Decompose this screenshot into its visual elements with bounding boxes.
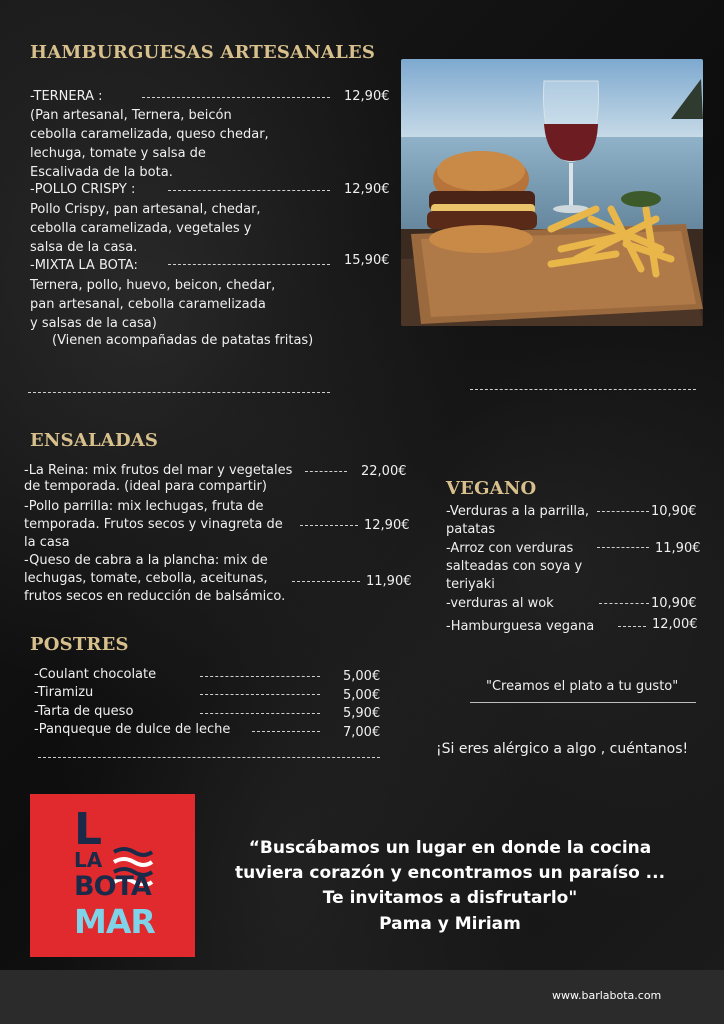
vegano-item-price: 12,00€ xyxy=(652,617,698,632)
postre-price: 5,00€ xyxy=(343,669,381,684)
vegano-item-line: salteadas con soya y xyxy=(446,559,583,574)
leader-dots xyxy=(168,264,330,265)
item-pollo-name: -POLLO CRISPY : xyxy=(30,182,136,197)
ensalada-item-price: 22,00€ xyxy=(361,464,407,479)
vegano-item-price: 10,90€ xyxy=(651,596,697,611)
leader-dots xyxy=(252,731,320,732)
quote-line: “Buscábamos un lugar en donde la cocina xyxy=(248,838,652,858)
moon-icon xyxy=(100,812,160,848)
leader-dots xyxy=(599,603,649,604)
ensalada-item-line: lechugas, tomate, cebolla, aceitunas, xyxy=(24,571,268,586)
postres-title: POSTRES xyxy=(30,634,129,655)
vegano-item-line: -Arroz con verduras xyxy=(446,541,574,556)
burger-photo xyxy=(401,59,703,326)
item-ternera-desc: (Pan artesanal, Ternera, beicón xyxy=(30,108,232,123)
item-ternera-desc: Escalivada de la bota. xyxy=(30,165,173,180)
vegano-item-price: 11,90€ xyxy=(655,541,701,556)
ensalada-item-line: -Queso de cabra a la plancha: mix de xyxy=(24,553,268,568)
vegano-item-line: teriyaki xyxy=(446,577,495,592)
ensalada-item-line: la casa xyxy=(24,535,70,550)
leader-dots xyxy=(168,190,330,191)
ensalada-item-line: -La Reina: mix frutos del mar y vegetales xyxy=(24,463,293,478)
vegano-item-line: -Hamburguesa vegana xyxy=(446,619,595,634)
leader-dots xyxy=(200,713,320,714)
ensalada-item-line: de temporada. (ideal para compartir) xyxy=(24,479,267,494)
postre-name: -Tiramizu xyxy=(34,685,94,700)
leader-dots xyxy=(300,525,358,526)
item-mixta-desc: pan artesanal, cebolla caramelizada xyxy=(30,297,266,312)
postre-name: -Tarta de queso xyxy=(34,704,134,719)
item-ternera-desc: lechuga, tomate y salsa de xyxy=(30,146,206,161)
leader-dots xyxy=(142,97,330,98)
logo-text-bota: BOTA xyxy=(74,871,151,902)
vegano-item-price: 10,90€ xyxy=(651,504,697,519)
leader-dots xyxy=(292,581,360,582)
item-pollo-desc: cebolla caramelizada, vegetales y xyxy=(30,221,252,236)
item-pollo-desc: Pollo Crispy, pan artesanal, chedar, xyxy=(30,202,261,217)
ensalada-item-line: -Pollo parrilla: mix lechugas, fruta de xyxy=(24,499,264,514)
section-divider xyxy=(38,757,380,758)
postre-price: 7,00€ xyxy=(343,725,381,740)
quote-line: tuviera corazón y encontramos un paraíso ... xyxy=(234,863,666,883)
leader-dots xyxy=(618,626,646,627)
vegano-item-line: patatas xyxy=(446,522,496,537)
side-note: (Vienen acompañadas de patatas fritas) xyxy=(52,333,314,348)
postre-price: 5,00€ xyxy=(343,688,381,703)
item-pollo-price: 12,90€ xyxy=(344,182,390,197)
item-ternera-price: 12,90€ xyxy=(344,89,390,104)
item-mixta-name: -MIXTA LA BOTA: xyxy=(30,258,138,273)
allergy-note: ¡Si eres alérgico a algo , cuéntanos! xyxy=(436,741,689,757)
ensalada-item-price: 11,90€ xyxy=(366,574,412,589)
item-mixta-desc: y salsas de la casa) xyxy=(30,316,157,331)
custom-dish-note: "Creamos el plato a tu gusto" xyxy=(486,679,679,694)
logo-text-mar: MAR xyxy=(74,902,155,941)
postre-name: -Panqueque de dulce de leche xyxy=(34,722,231,737)
website-link[interactable]: www.barlabota.com xyxy=(552,989,662,1002)
vegano-item-line: -verduras al wok xyxy=(446,596,554,611)
hamburguesas-title: HAMBURGUESAS ARTESANALES xyxy=(30,42,376,63)
ensalada-item-price: 12,90€ xyxy=(364,518,410,533)
postre-price: 5,90€ xyxy=(343,706,381,721)
logo-text-la: LA xyxy=(74,848,103,872)
leader-dots xyxy=(200,694,320,695)
quote-line: Te invitamos a disfrutarlo" xyxy=(322,888,578,908)
ensalada-item-line: frutos secos en reducción de balsámico. xyxy=(24,589,286,604)
item-pollo-desc: salsa de la casa. xyxy=(30,240,138,255)
leader-dots xyxy=(200,676,320,677)
vegano-title: VEGANO xyxy=(446,478,537,499)
leader-dots xyxy=(597,547,649,548)
vegano-item-line: -Verduras a la parrilla, xyxy=(446,504,590,519)
section-divider xyxy=(470,702,696,703)
section-divider xyxy=(28,392,330,393)
footer-bar xyxy=(0,970,724,1024)
burger-photo-illustration xyxy=(401,59,703,326)
leader-dots xyxy=(305,471,347,472)
quote-signature: Pama y Miriam xyxy=(379,914,521,934)
item-ternera-desc: cebolla caramelizada, queso chedar, xyxy=(30,127,269,142)
section-divider xyxy=(470,389,696,390)
restaurant-logo xyxy=(30,794,195,957)
ensaladas-title: ENSALADAS xyxy=(30,430,159,451)
logo-letter-l: L xyxy=(74,804,103,855)
leader-dots xyxy=(597,511,649,512)
postre-name: -Coulant chocolate xyxy=(34,667,157,682)
item-mixta-desc: Ternera, pollo, huevo, beicon, chedar, xyxy=(30,278,276,293)
ensalada-item-line: temporada. Frutos secos y vinagreta de xyxy=(24,517,283,532)
item-mixta-price: 15,90€ xyxy=(344,253,390,268)
item-ternera-name: -TERNERA : xyxy=(30,89,103,104)
